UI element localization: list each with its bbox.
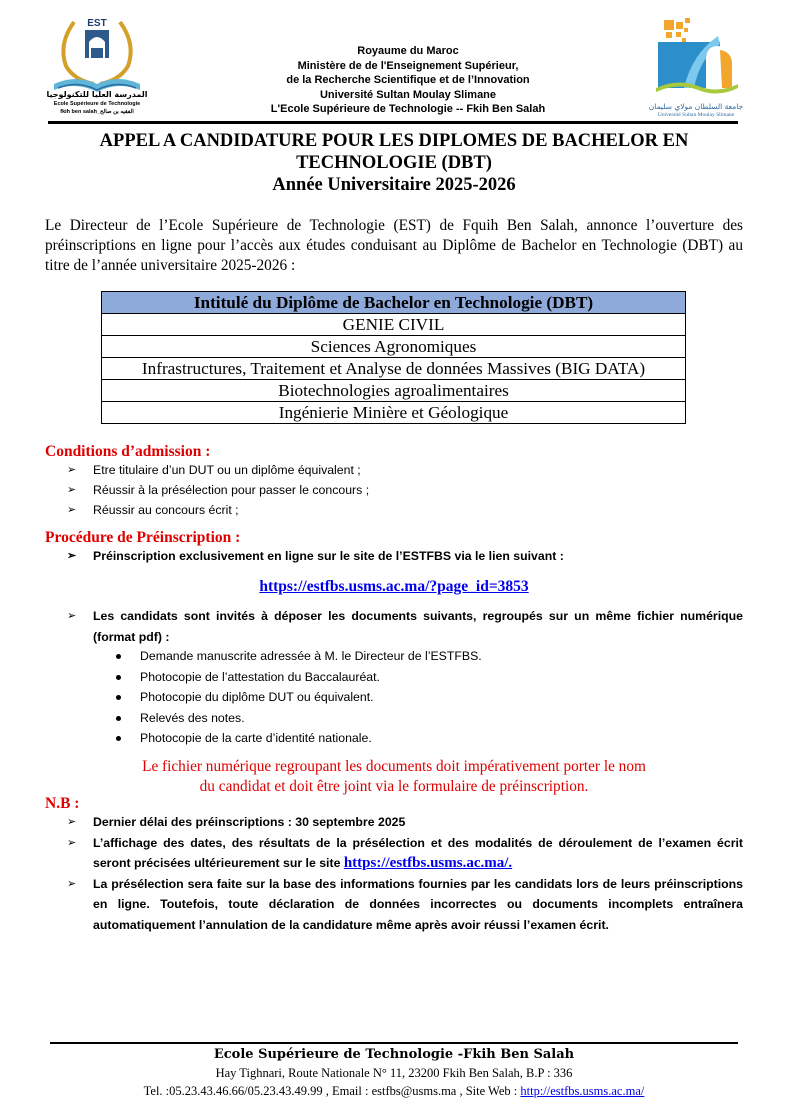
list-item: Photocopie de l’attestation du Baccalauréat. [116,667,482,688]
list-item: ➢ L’affichage des dates, des résultats de la présélection et des modalités de déroulement de l’examen écrit seront précisées ultérieurement sur le site https://estfbs.usms.ac.ma/. [67,833,743,874]
footer-contact: Tel. :05.23.43.46.66/05.23.43.49.99 , Email : estfbs@usms.ma , Site Web : http://estfbs.usms.ac.ma/ [143,1084,645,1098]
documents-intro: ➢ Les candidats sont invités à déposer les documents suivants, regroupés sur un même fichier numérique (format pdf) : [67,606,743,648]
conditions-heading: Conditions d’admission : [45,443,211,460]
est-french-name: Ecole Supérieure de Technologie [53,101,141,107]
footer-address: Hay Tighnari, Route Nationale N° 11, 23200 Fkih Ben Salah, B.P : 336 [215,1066,573,1080]
table-row [102,402,686,424]
svg-text:EST: EST [87,18,107,29]
list-item: Photocopie de la carte d’identité nationale. [116,728,482,749]
preinscription-link-wrap [0,578,788,596]
conditions-list [67,460,369,520]
table-row [102,336,686,358]
arrowhead-icon: ➢ [67,877,77,890]
footer [0,1046,788,1100]
header-divider [48,121,738,124]
list-item: ➢ Dernier délai des préinscriptions : 30 septembre 2025 [67,812,743,833]
dbt-programs-table [101,291,686,424]
list-item: Relevés des notes. [116,708,482,729]
nb-list [67,812,743,935]
preinscription-link[interactable]: https://estfbs.usms.ac.ma/?page_id=3853 [259,578,529,595]
header-line-university: Université Sultan Moulay Slimane [319,88,497,101]
arrowhead-icon: ➢ [67,484,77,496]
ministry-header [200,44,616,117]
header-line-ministry: Ministère de de l'Enseignement Supérieur, [297,59,519,72]
footer-divider [50,1042,738,1044]
table-row [102,380,686,402]
title-line-2: TECHNOLOGIE (DBT) [296,153,492,173]
est-arabic-name: المدرسة العليا للتكنولوجيا [46,90,148,99]
title-line-3: Année Universitaire 2025-2026 [272,175,516,195]
footer-website-link[interactable]: http://estfbs.usms.ac.ma/ [520,1084,645,1098]
usms-logo [648,14,744,124]
documents-list [116,646,482,749]
footer-school-name: Ecole Supérieure de Technologie -Fkih Ben Salah [213,1047,575,1062]
list-item: ➢ Réussir à la présélection pour passer le concours ; [67,480,369,500]
list-item: ➢ Préinscription exclusivement en ligne sur le site de l’ESTFBS via le lien suivant : [67,546,564,566]
table-cell: Infrastructures, Traitement et Analyse de données Massives (BIG DATA) [102,358,686,380]
est-logo [44,14,150,120]
procedure-online-list [67,546,564,566]
estfbs-site-link[interactable]: https://estfbs.usms.ac.ma/. [343,855,513,871]
list-item: Photocopie du diplôme DUT ou équivalent. [116,687,482,708]
table-cell: Ingénierie Minière et Géologique [102,402,686,424]
nb-heading: N.B : [45,795,80,812]
arrowhead-icon: ➢ [67,610,77,622]
arrowhead-icon: ➢ [67,836,77,849]
usms-arabic-name: جامعة السلطان مولاي سليمان [648,102,744,111]
file-naming-note: Le fichier numérique regroupant les documents doit impérativement porter le nom du candidat et doit être joint via le formulaire de préinscription. [142,758,646,795]
table-cell: GENIE CIVIL [102,314,686,336]
procedure-heading: Procédure de Préinscription : [45,529,241,546]
arrowhead-icon: ➢ [67,550,77,562]
page-title [40,130,748,196]
header-line-school: L'Ecole Supérieure de Technologie -- Fkih Ben Salah [270,103,546,116]
usms-french-name: Université Sultan Moulay Slimane [657,112,735,118]
intro-paragraph: Le Directeur de l’Ecole Supérieure de Technologie (EST) de Fquih Ben Salah, annonce l’ouverture des préinscriptions en ligne pour l’accès aux études conduisant au Diplôme de Bachelor en Technologie (DBT) au titre de l’année universitaire 2025-2026 : [45,217,743,274]
list-item: ➢ Réussir au concours écrit ; [67,500,369,520]
list-item: ➢ La présélection sera faite sur la base des informations fournies par les candidats lors de leurs préinscriptions en ligne. Toutefois, toute déclaration de données incorrectes ou documents incomplets entraînera automatiquement l’annulation de la candidature même après avoir réussi l’examen écrit. [67,874,743,936]
table-header-row [102,292,686,314]
list-item: ➢ Etre titulaire d’un DUT ou un diplôme équivalent ; [67,460,369,480]
table-cell: Sciences Agronomiques [102,336,686,358]
list-item: Demande manuscrite adressée à M. le Directeur de l’ESTFBS. [116,646,482,667]
title-line-1: APPEL A CANDIDATURE POUR LES DIPLOMES DE BACHELOR EN [99,131,689,151]
arrowhead-icon: ➢ [67,504,77,516]
est-city: fkih ben salah_الفقيه بن صالح [60,109,134,115]
header-line-research: de la Recherche Scientifique et de l’Innovation [286,74,530,87]
usms-emblem-icon [648,14,744,100]
arrowhead-icon: ➢ [67,816,77,828]
table-row [102,314,686,336]
table-header-cell: Intitulé du Diplôme de Bachelor en Technologie (DBT) [102,292,686,314]
table-row [102,358,686,380]
table-cell: Biotechnologies agroalimentaires [102,380,686,402]
arrowhead-icon: ➢ [67,464,77,476]
header-line-kingdom: Royaume du Maroc [357,45,459,57]
